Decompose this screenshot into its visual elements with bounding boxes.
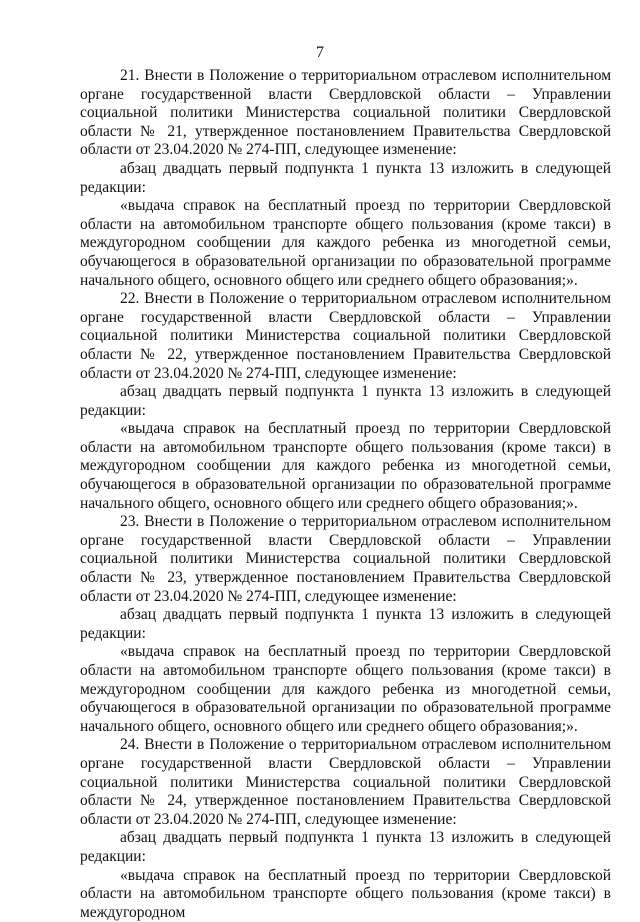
paragraph-item-21: 21. Внести в Положение о территориальном отраслевом исполнительном органе государственной власти Свердловской области – Управлении социальной политики Министерства социальной политики Свердловской области № 21, утвержденное постановлением Правительства Свердловской области от 23.04.2020 № 274-ПП, следующее изменение:: [80, 67, 611, 159]
paragraph-item-22: 22. Внести в Положение о территориальном отраслевом исполнительном органе государственной власти Свердловской области – Управлении социальной политики Министерства социальной политики Свердловской области № 22, утвержденное постановлением Правительства Свердловской области от 23.04.2020 № 274-ПП, следующее изменение:: [80, 290, 611, 382]
paragraph-instruction-23: абзац двадцать первый подпункта 1 пункта 13 изложить в следующей редакции:: [80, 606, 611, 642]
paragraph-quote-23: «выдача справок на бесплатный проезд по территории Свердловской области на автомобильном транспорте общего пользования (кроме такси) в междугородном сообщении для каждого ребенка из многодетной семьи, обучающегося в образовательной организации по образовательной программе начального общего, основного общего или среднего общего образования;».: [80, 643, 611, 735]
paragraph-quote-21: «выдача справок на бесплатный проезд по территории Свердловской области на автомобильном транспорте общего пользования (кроме такси) в междугородном сообщении для каждого ребенка из многодетной семьи, обучающегося в образовательной организации по образовательной программе начального общего, основного общего или среднего общего образования;».: [80, 197, 611, 289]
document-body: [80, 67, 611, 922]
paragraph-item-24: 24. Внести в Положение о территориальном отраслевом исполнительном органе государственной власти Свердловской области – Управлении социальной политики Министерства социальной политики Свердловской области № 24, утвержденное постановлением Правительства Свердловской области от 23.04.2020 № 274-ПП, следующее изменение:: [80, 736, 611, 828]
paragraph-instruction-21: абзац двадцать первый подпункта 1 пункта 13 изложить в следующей редакции:: [80, 159, 611, 196]
page-number: 7: [316, 44, 324, 61]
paragraph-quote-24-partial: «выдача справок на бесплатный проезд по территории Свердловской области на автомобильном транспорте общего пользования (кроме такси) в междугородном: [80, 866, 611, 921]
paragraph-quote-22: «выдача справок на бесплатный проезд по территории Свердловской области на автомобильном транспорте общего пользования (кроме такси) в междугородном сообщении для каждого ребенка из многодетной семьи, обучающегося в образовательной организации по образовательной программе начального общего, основного общего или среднего общего образования;».: [80, 420, 611, 512]
paragraph-instruction-24: абзац двадцать первый подпункта 1 пункта 13 изложить в следующей редакции:: [80, 829, 611, 865]
paragraph-item-23: 23. Внести в Положение о территориальном отраслевом исполнительном органе государственной власти Свердловской области – Управлении социальной политики Министерства социальной политики Свердловской области № 23, утвержденное постановлением Правительства Свердловской области от 23.04.2020 № 274-ПП, следующее изменение:: [80, 513, 611, 605]
paragraph-instruction-22: абзац двадцать первый подпункта 1 пункта 13 изложить в следующей редакции:: [80, 383, 611, 419]
